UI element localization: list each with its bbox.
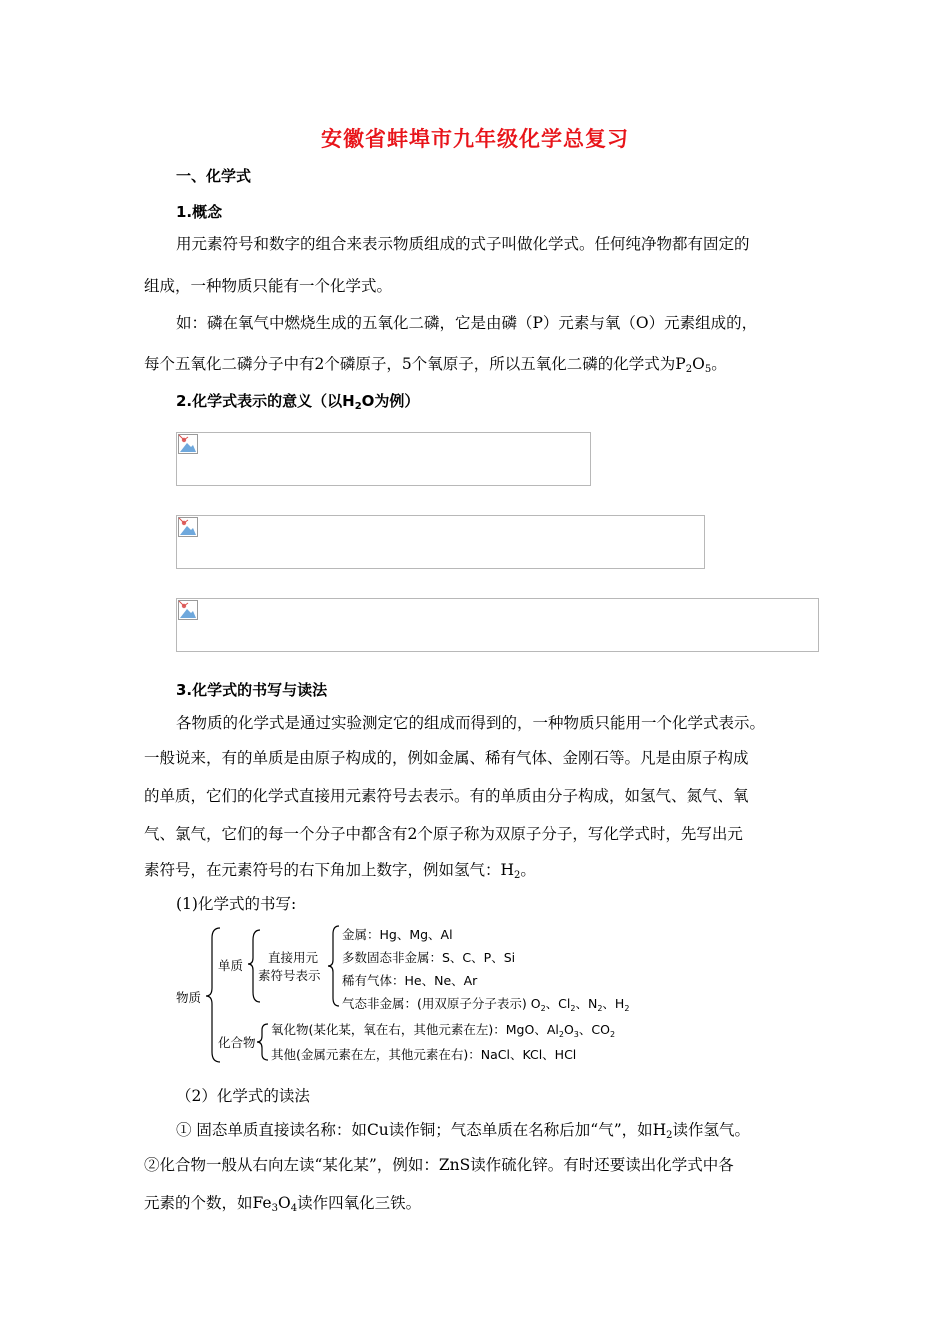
substance-classification-diagram xyxy=(176,922,646,1068)
subsection-heading-writing: 3.化学式的书写与读法 xyxy=(176,681,328,699)
paragraph-line: ②化合物一般从右向左读“某化某”，例如：ZnS读作硫化锌。有时还要读出化学式中各 xyxy=(144,1156,734,1174)
paragraph-line: 各物质的化学式是通过实验测定它的组成而得到的，一种物质只能用一个化学式表示。 xyxy=(176,714,766,732)
paragraph-line: 气、氯气，它们的每一个分子中都含有2个原子称为双原子分子，写化学式时，先写出元 xyxy=(144,825,743,843)
diagram-gas-nonmetal: 气态非金属：(用双原子分子表示) $O_2$、$Cl_2$、$N_2$、$H_2$ xyxy=(342,996,630,1013)
paragraph-line: 用元素符号和数字的组合来表示物质组成的式子叫做化学式。任何纯净物都有固定的 xyxy=(176,235,750,253)
writing-subheading: (1)化学式的书写: xyxy=(176,895,297,913)
diagram-other: 其他(金属元素在左，其他元素在右)：NaCl、KCl、HCl xyxy=(271,1047,577,1062)
diagram-oxide: 氧化物(某化某，氧在右，其他元素在左)：MgO、$Al_2O_3$、$CO_2$ xyxy=(271,1022,616,1039)
diagram-compound: 化合物 xyxy=(218,1035,256,1050)
paragraph-line: 如：磷在氧气中燃烧生成的五氧化二磷，它是由磷（P）元素与氧（O）元素组成的， xyxy=(176,314,758,332)
paragraph-line: 每个五氧化二磷分子中有2个磷原子，5个氧原子，所以五氧化二磷的化学式为$P_2O_5$。 xyxy=(144,355,727,375)
paragraph-line: 素符号，在元素符号的右下角加上数字，例如氢气：$H_2$。 xyxy=(144,861,536,881)
paragraph-line: 的单质，它们的化学式直接用元素符号去表示。有的单质由分子构成，如氢气、氮气、氧 xyxy=(144,787,749,805)
diagram-direct-2: 素符号表示 xyxy=(258,968,321,983)
section-heading: 一、化学式 xyxy=(176,167,252,185)
diagram-noble-gas: 稀有气体：He、Ne、Ar xyxy=(342,973,478,988)
broken-image-icon xyxy=(178,434,198,454)
subsection-heading-meaning: 2.化学式表示的意义（以$H_2O$为例） xyxy=(176,392,420,412)
brace-direct xyxy=(328,926,339,1006)
diagram-simple: 单质 xyxy=(218,958,244,973)
paragraph-line: 组成，一种物质只能有一个化学式。 xyxy=(144,277,393,295)
image-placeholder xyxy=(176,432,591,486)
brace-compound xyxy=(257,1024,268,1060)
broken-image-icon xyxy=(178,517,198,537)
diagram-direct-1: 直接用元 xyxy=(268,950,319,965)
subsection-heading-concept: 1.概念 xyxy=(176,203,223,221)
diagram-solid-nonmetal: 多数固态非金属：S、C、P、Si xyxy=(342,950,516,965)
image-placeholder xyxy=(176,598,819,652)
page-title: 安徽省蚌埠市九年级化学总复习 xyxy=(321,127,629,151)
brace-simple xyxy=(248,930,260,1002)
paragraph-line: 一般说来，有的单质是由原子构成的，例如金属、稀有气体、金刚石等。凡是由原子构成 xyxy=(144,749,749,767)
diagram-root: 物质 xyxy=(176,990,202,1005)
paragraph-line: 元素的个数，如$Fe_3O_4$读作四氧化三铁。 xyxy=(144,1194,422,1214)
broken-image-icon xyxy=(178,600,198,620)
reading-subheading: （2）化学式的读法 xyxy=(176,1087,310,1105)
paragraph-line: ① 固态单质直接读名称：如Cu读作铜；气态单质在名称后加“气”，如$H_2$读作氢气。 xyxy=(176,1121,751,1141)
diagram-metal: 金属：Hg、Mg、Al xyxy=(342,927,453,942)
image-placeholder xyxy=(176,515,705,569)
